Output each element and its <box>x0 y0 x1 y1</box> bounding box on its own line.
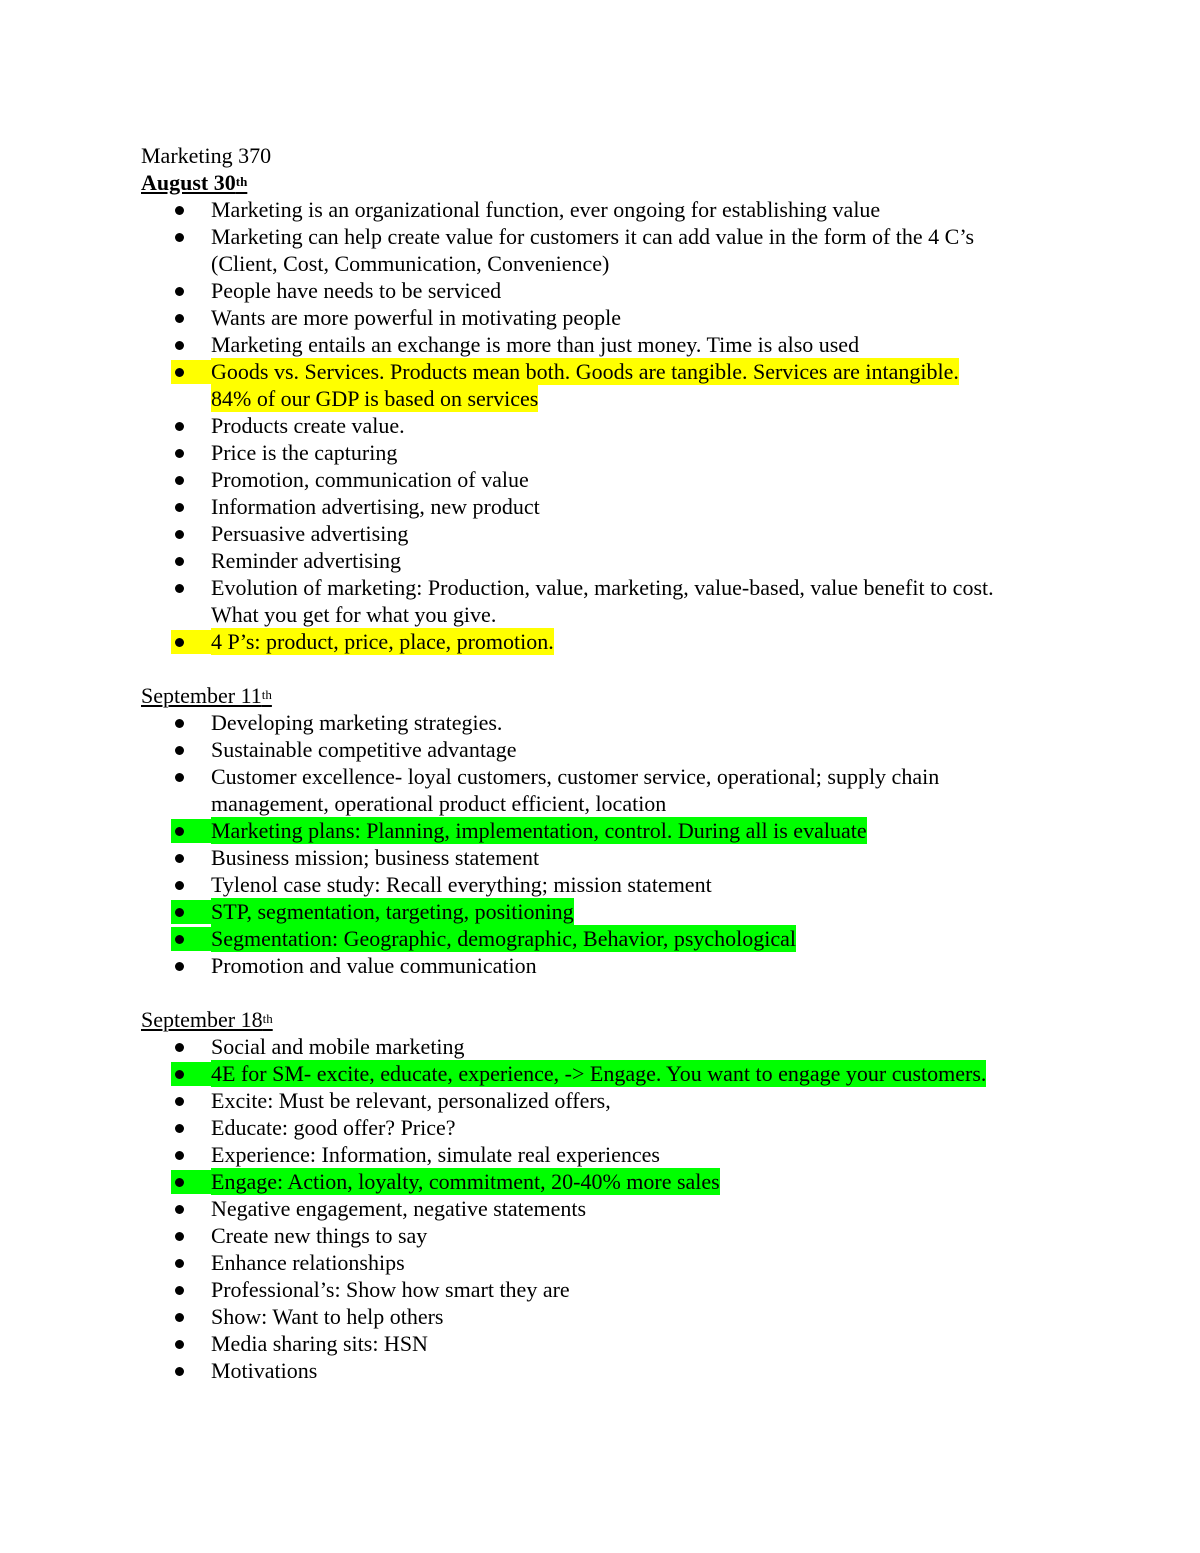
bullet-dot-icon <box>175 962 184 971</box>
section-heading-suffix: th <box>262 1011 273 1026</box>
bullet-list <box>141 1033 1061 1384</box>
section-heading-suffix: th <box>235 174 248 189</box>
bullet-dot-icon <box>175 1043 184 1052</box>
list-item <box>141 709 1061 736</box>
list-item-text: Business mission; business statement <box>211 845 540 870</box>
list-item-text: Sustainable competitive advantage <box>211 737 517 762</box>
section-heading <box>141 169 1061 196</box>
list-item <box>141 1222 1061 1249</box>
bullet-marker <box>171 360 211 384</box>
bullet-marker <box>171 1170 211 1194</box>
list-item <box>141 1141 1061 1168</box>
list-item <box>141 1033 1061 1060</box>
list-item-text: People have needs to be serviced <box>211 278 502 303</box>
bullet-dot-icon <box>175 1259 184 1268</box>
list-item <box>141 925 1061 952</box>
bullet-dot-icon <box>175 206 184 215</box>
list-item <box>141 547 1061 574</box>
bullet-dot-icon <box>175 233 184 242</box>
list-item-text: 4E for SM- excite, educate, experience, -> Engage. You want to engage your customers. <box>211 1061 987 1086</box>
bullet-dot-icon <box>175 314 184 323</box>
bullet-dot-icon <box>175 854 184 863</box>
section-heading-text: September 18 <box>141 1007 263 1032</box>
list-item-text: Engage: Action, loyalty, commitment, 20-40% more sales <box>211 1169 720 1194</box>
list-item <box>141 1357 1061 1384</box>
list-item-text: STP, segmentation, targeting, positioning <box>211 899 574 924</box>
bullet-dot-icon <box>175 746 184 755</box>
bullet-dot-icon <box>175 1286 184 1295</box>
list-item <box>141 871 1061 898</box>
list-item-text: Create new things to say <box>211 1223 428 1248</box>
list-item <box>141 1330 1061 1357</box>
list-item <box>141 1249 1061 1276</box>
list-item <box>141 520 1061 547</box>
section-heading-text: September 11 <box>141 683 262 708</box>
bullet-dot-icon <box>175 881 184 890</box>
list-item-text: Marketing entails an exchange is more than just money. Time is also used <box>211 332 860 357</box>
list-item <box>141 331 1061 358</box>
bullet-marker <box>171 927 211 951</box>
bullet-dot-icon <box>175 287 184 296</box>
list-item <box>141 817 1061 844</box>
bullet-marker <box>171 1062 211 1086</box>
bullet-dot-icon <box>175 368 184 377</box>
bullet-dot-icon <box>175 422 184 431</box>
list-item-text: Social and mobile marketing <box>211 1034 465 1059</box>
bullet-dot-icon <box>175 503 184 512</box>
list-item-text: Wants are more powerful in motivating people <box>211 305 621 330</box>
list-item <box>141 1114 1061 1141</box>
list-item-text: Show: Want to help others <box>211 1304 444 1329</box>
list-item-text: Professional’s: Show how smart they are <box>211 1277 570 1302</box>
list-item-text: 4 P’s: product, price, place, promotion. <box>211 629 554 654</box>
bullet-dot-icon <box>175 719 184 728</box>
list-item-text: Products create value. <box>211 413 405 438</box>
list-item <box>141 898 1061 925</box>
bullet-list <box>141 196 1061 655</box>
blank-line <box>141 979 1061 1006</box>
list-item-text: Promotion, communication of value <box>211 467 529 492</box>
list-item-text: Reminder advertising <box>211 548 402 573</box>
section-heading <box>141 682 1061 709</box>
bullet-dot-icon <box>175 935 184 944</box>
list-item-text: Marketing plans: Planning, implementation, control. During all is evaluate <box>211 818 867 843</box>
list-item-text: Marketing can help create value for customers it can add value in the form of the 4 C’s <box>211 224 975 249</box>
bullet-marker <box>171 819 211 843</box>
list-item-text: Evolution of marketing: Production, value, marketing, value-based, value benefit to cost. <box>211 575 994 600</box>
sections-container <box>141 169 1061 1384</box>
bullet-dot-icon <box>175 1367 184 1376</box>
section-heading-text: August 30 <box>141 170 236 195</box>
list-item <box>141 196 1061 223</box>
list-item-text: Negative engagement, negative statements <box>211 1196 587 1221</box>
bullet-dot-icon <box>175 908 184 917</box>
list-item <box>141 493 1061 520</box>
list-item-continuation: (Client, Cost, Communication, Convenience) <box>211 251 610 276</box>
list-item <box>141 736 1061 763</box>
section-heading-suffix: th <box>261 687 272 702</box>
list-item-text: Experience: Information, simulate real experiences <box>211 1142 660 1167</box>
bullet-dot-icon <box>175 827 184 836</box>
list-item-text: Promotion and value communication <box>211 953 537 978</box>
bullet-dot-icon <box>175 1313 184 1322</box>
list-item-text: Tylenol case study: Recall everything; mission statement <box>211 872 712 897</box>
document-title: Marketing 370 <box>141 143 272 168</box>
bullet-marker <box>171 630 211 654</box>
list-item-text: Marketing is an organizational function, ever ongoing for establishing value <box>211 197 881 222</box>
list-item-text: Media sharing sits: HSN <box>211 1331 428 1356</box>
bullet-dot-icon <box>175 1232 184 1241</box>
bullet-dot-icon <box>175 1151 184 1160</box>
bullet-dot-icon <box>175 638 184 647</box>
bullet-dot-icon <box>175 1070 184 1079</box>
list-item-continuation: 84% of our GDP is based on services <box>211 386 539 411</box>
list-item-text: Persuasive advertising <box>211 521 409 546</box>
list-item <box>141 412 1061 439</box>
bullet-list <box>141 709 1061 979</box>
list-item <box>141 1303 1061 1330</box>
bullet-dot-icon <box>175 1340 184 1349</box>
bullet-dot-icon <box>175 341 184 350</box>
list-item-text: Segmentation: Geographic, demographic, Behavior, psychological <box>211 926 797 951</box>
bullet-marker <box>171 900 211 924</box>
list-item <box>141 844 1061 871</box>
list-item <box>141 358 1061 412</box>
list-item <box>141 1276 1061 1303</box>
bullet-dot-icon <box>175 1097 184 1106</box>
list-item-text: Educate: good offer? Price? <box>211 1115 456 1140</box>
list-item <box>141 1060 1061 1087</box>
list-item <box>141 628 1061 655</box>
bullet-dot-icon <box>175 449 184 458</box>
list-item <box>141 439 1061 466</box>
list-item-text: Enhance relationships <box>211 1250 405 1275</box>
list-item <box>141 952 1061 979</box>
list-item <box>141 574 1061 628</box>
bullet-dot-icon <box>175 530 184 539</box>
bullet-dot-icon <box>175 557 184 566</box>
list-item <box>141 223 1061 277</box>
list-item <box>141 277 1061 304</box>
list-item-text: Excite: Must be relevant, personalized offers, <box>211 1088 611 1113</box>
bullet-dot-icon <box>175 476 184 485</box>
section-heading <box>141 1006 1061 1033</box>
list-item <box>141 1195 1061 1222</box>
list-item-text: Goods vs. Services. Products mean both. Goods are tangible. Services are intangible. <box>211 359 959 384</box>
list-item-continuation: What you get for what you give. <box>211 602 497 627</box>
list-item <box>141 1087 1061 1114</box>
bullet-dot-icon <box>175 1178 184 1187</box>
list-item <box>141 466 1061 493</box>
list-item <box>141 1168 1061 1195</box>
list-item-text: Customer excellence- loyal customers, customer service, operational; supply chain <box>211 764 940 789</box>
list-item-text: Information advertising, new product <box>211 494 540 519</box>
list-item-text: Motivations <box>211 1358 318 1383</box>
blank-line <box>141 655 1061 682</box>
list-item-text: Developing marketing strategies. <box>211 710 503 735</box>
bullet-dot-icon <box>175 1124 184 1133</box>
bullet-dot-icon <box>175 584 184 593</box>
document-page <box>141 142 1061 1384</box>
list-item-text: Price is the capturing <box>211 440 398 465</box>
list-item <box>141 304 1061 331</box>
bullet-dot-icon <box>175 1205 184 1214</box>
list-item-continuation: management, operational product efficient, location <box>211 791 667 816</box>
bullet-dot-icon <box>175 773 184 782</box>
list-item <box>141 763 1061 817</box>
